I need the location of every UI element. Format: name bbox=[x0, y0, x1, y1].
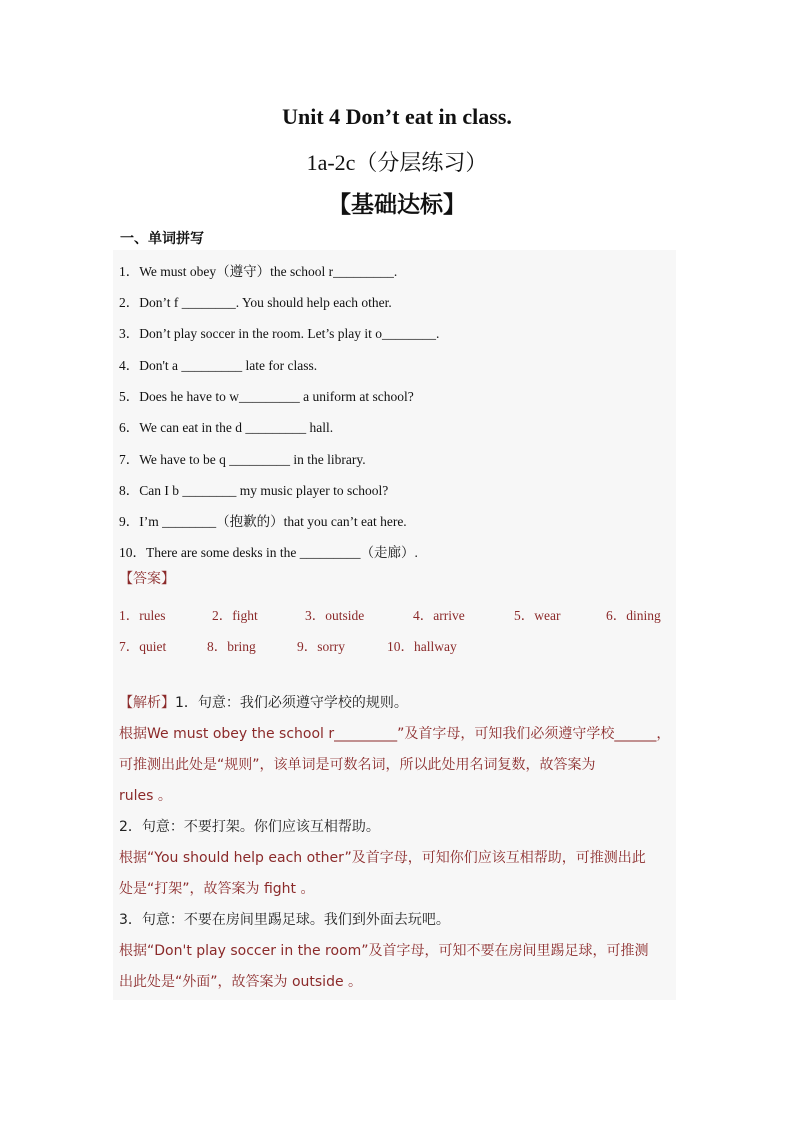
answer-2: 2．fight bbox=[212, 608, 258, 623]
answer-5: 5．wear bbox=[514, 608, 561, 623]
analysis-label: 【解析】 bbox=[119, 695, 175, 711]
question-3: 3．Don’t play soccer in the room. Let’s play it o________. bbox=[119, 326, 440, 341]
analysis-p3-detail-a: 根据“Don't play soccer in the room”及首字母，可知不要在房间里踢足球，可推测 bbox=[119, 943, 649, 959]
analysis-p1-detail-a: 根据We must obey the school r_________”及首字母，可知我们必须遵守学校______， bbox=[119, 726, 671, 742]
analysis-p1-detail-b: 可推测出此处是“规则”，该单词是可数名词，所以此处用名词复数，故答案为 bbox=[119, 757, 596, 773]
lesson-subtitle: 1a-2c（分层练习） bbox=[306, 150, 488, 175]
analysis-p2-detail-a: 根据“You should help each other”及首字母，可知你们应该互相帮助，可推测出此 bbox=[119, 850, 646, 866]
question-1: 1．We must obey（遵守）the school r_________. bbox=[119, 264, 398, 279]
answer-3: 3．outside bbox=[305, 608, 365, 623]
question-6: 6．We can eat in the d _________ hall. bbox=[119, 420, 334, 435]
part-title: 一、单词拼写 bbox=[120, 231, 204, 247]
answer-1: 1．rules bbox=[119, 608, 166, 623]
answer-6: 6．dining bbox=[606, 608, 661, 623]
analysis-p2: 2．句意：不要打架。你们应该互相帮助。 bbox=[119, 819, 380, 835]
answer-8: 8．bring bbox=[207, 639, 256, 654]
question-4: 4．Don't a _________ late for class. bbox=[119, 358, 318, 373]
question-2: 2．Don’t f ________. You should help each other. bbox=[119, 295, 392, 310]
analysis-block bbox=[119, 688, 679, 998]
analysis-p2-detail-b: 处是“打架”，故答案为 fight 。 bbox=[119, 881, 315, 897]
analysis-p3-detail-b: 出此处是“外面”，故答案为 outside 。 bbox=[119, 974, 363, 990]
section-badge: 【基础达标】 bbox=[328, 192, 466, 217]
unit-title: Unit 4 Don’t eat in class. bbox=[282, 104, 512, 129]
question-9: 9．I’m ________（抱歉的）that you can’t eat here. bbox=[119, 514, 407, 529]
answer-7: 7．quiet bbox=[119, 639, 167, 654]
analysis-p1: 【解析】1．句意：我们必须遵守学校的规则。 bbox=[119, 695, 408, 711]
question-7: 7．We have to be q _________ in the library. bbox=[119, 452, 366, 467]
answer-10: 10．hallway bbox=[387, 639, 457, 654]
question-10: 10．There are some desks in the _________（走廊）. bbox=[119, 545, 418, 560]
analysis-p1-detail-c: rules 。 bbox=[119, 788, 172, 804]
answer-4: 4．arrive bbox=[413, 608, 465, 623]
question-8: 8．Can I b ________ my music player to school? bbox=[119, 483, 389, 498]
question-5: 5．Does he have to w_________ a uniform at school? bbox=[119, 389, 414, 404]
answer-9: 9．sorry bbox=[297, 639, 345, 654]
analysis-p3: 3．句意：不要在房间里踢足球。我们到外面去玩吧。 bbox=[119, 912, 450, 928]
answer-label: 【答案】 bbox=[119, 571, 175, 587]
